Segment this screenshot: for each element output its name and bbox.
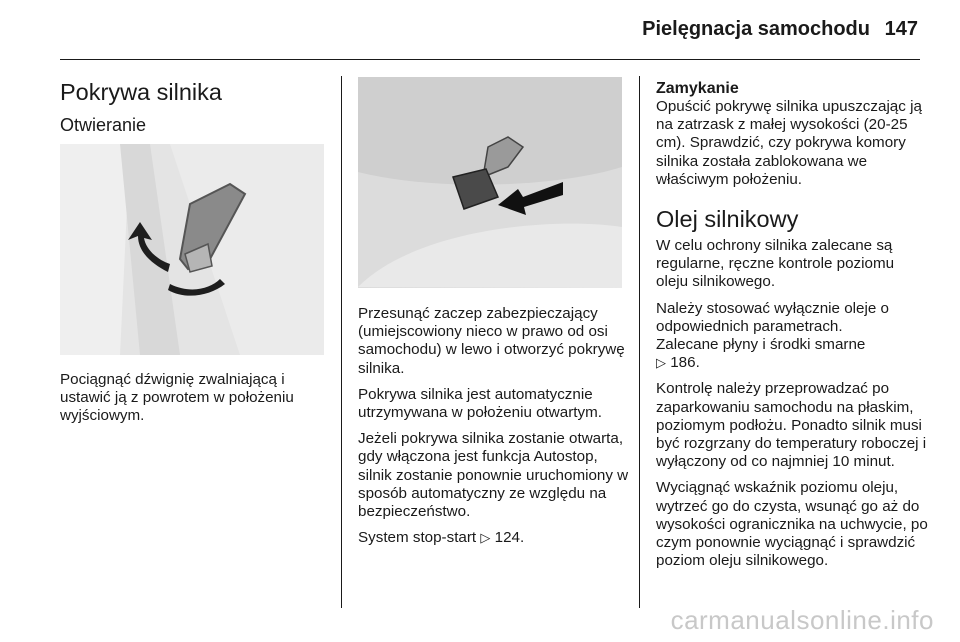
xref-link[interactable]: 124.	[494, 529, 525, 547]
hood-release-lever-illustration	[60, 144, 324, 355]
right-column	[656, 79, 928, 578]
running-header-title: Pielęgnacja samochodu	[642, 18, 870, 40]
catch-drawing	[358, 77, 622, 288]
left-paragraph: Pociągnąć dźwignię zwalniającą i ustawić ją z powrotem w położeniu wyjściowym.	[60, 371, 294, 425]
closing-paragraph: Opuścić pokrywę silnika upuszczając ją na zatrzask z małej wysokości (20-25 cm). Sprawdzić, czy pokrywa komory silnika została zablokowana we właściwym położeniu.	[656, 98, 922, 188]
column-divider-1	[341, 76, 342, 608]
oil-paragraph-1: W celu ochrony silnika zalecane są regularne, ręczne kontrole poziomu oleju silnikowego.	[656, 237, 895, 291]
middle-paragraph-3: Jeżeli pokrywa silnika zostanie otwarta, gdy włączona jest funkcja Autostop, silnik zostanie ponownie uruchomiony w sposób automatyczny ze względu na bezpieczeństwo.	[358, 430, 629, 521]
column-divider-2	[639, 76, 640, 608]
oil-paragraph-4: Wyciągnąć wskaźnik poziomu oleju, wytrzeć go do czysta, wsunąć go aż do wysokości ogranicznika na uchwycie, po czym ponownie wyciągnąć i sprawdzić poziom oleju silnikowego.	[656, 479, 928, 570]
left-column-text	[60, 371, 330, 434]
triangle-right-icon: ▷	[480, 530, 491, 546]
middle-column-text	[358, 305, 633, 555]
oil-paragraph-2-line-2: Zalecane płyny i środki smarne	[656, 336, 866, 354]
xref-label: System stop-start	[358, 529, 477, 547]
subsection-title: Otwieranie	[60, 115, 147, 135]
oil-paragraph-2	[656, 300, 928, 373]
page-number: 147	[884, 18, 918, 40]
oil-section-title: Olej silnikowy	[656, 206, 799, 233]
header-rule	[60, 59, 920, 60]
watermark: carmanualsonline.info	[670, 605, 934, 635]
oil-paragraph-2-line-1: Należy stosować wyłącznie oleje o odpowiednich parametrach.	[656, 299, 889, 335]
safety-catch-illustration	[358, 77, 622, 288]
left-column	[60, 78, 330, 136]
lever-drawing	[60, 144, 324, 355]
oil-paragraph-3: Kontrolę należy przeprowadzać po zaparkowaniu samochodu na płaskim, poziomym podłożu. Ponadto silnik musi być rozgrzany do temperatury roboczej i wyłączony od co najmniej 10 minut.	[656, 380, 927, 471]
closing-title: Zamykanie	[656, 80, 739, 97]
middle-paragraph-4	[358, 529, 633, 547]
middle-paragraph-2: Pokrywa silnika jest automatycznie utrzymywana w położeniu otwartym.	[358, 385, 602, 422]
section-title: Pokrywa silnika	[60, 79, 222, 105]
middle-paragraph-1: Przesunąć zaczep zabezpieczający (umiejscowiony nieco w prawo od osi samochodu) w lewo i otworzyć pokrywę silnika.	[358, 305, 625, 377]
triangle-right-icon: ▷	[656, 355, 666, 371]
oil-xref-link[interactable]: 186.	[670, 354, 700, 372]
